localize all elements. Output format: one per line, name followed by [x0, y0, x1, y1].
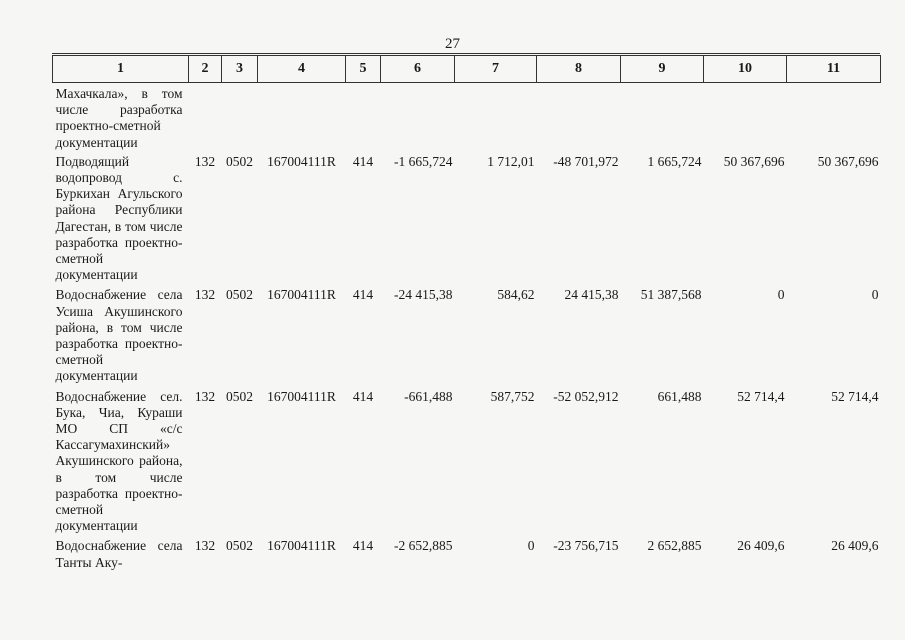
target-article-cell — [258, 83, 346, 151]
amount-cell: 661,488 — [657, 388, 702, 404]
amount-cell: 24 415,38 — [564, 287, 619, 303]
admin-code-cell: 132 — [194, 153, 216, 169]
top-rule — [52, 53, 880, 54]
amount-cell: 50 367,696 — [817, 153, 879, 169]
column-header: 1 — [53, 56, 189, 83]
amount-cell: 50 367,696 — [723, 153, 785, 169]
item-name-cell: Подводящий водопровод с. Буркихан Агульского района Республики Дагестан, в том числе разработка проектно-сметной документации — [55, 153, 183, 283]
target-article-cell: 167004111R — [267, 153, 336, 169]
amount-cell — [787, 83, 881, 151]
amount-cell: 1 712,01 — [487, 153, 535, 169]
expense-type-cell: 414 — [352, 538, 374, 554]
amount-cell: -1 665,724 — [394, 153, 453, 169]
amount-cell: 1 665,724 — [647, 153, 702, 169]
amount-cell: -48 701,972 — [553, 153, 619, 169]
target-article-cell: 167004111R — [267, 388, 336, 404]
amount-cell — [455, 83, 537, 151]
section-code-cell: 0502 — [226, 153, 253, 169]
admin-code-cell: 132 — [194, 287, 216, 303]
column-header: 2 — [189, 56, 222, 83]
amount-cell: -661,488 — [404, 388, 453, 404]
amount-cell: 51 387,568 — [640, 287, 702, 303]
header-row — [53, 56, 881, 83]
column-header: 11 — [787, 56, 881, 83]
admin-code-cell: 132 — [194, 388, 216, 404]
page-number: 27 — [445, 36, 460, 52]
amount-cell: 0 — [777, 287, 785, 303]
amount-cell: 2 652,885 — [647, 538, 702, 554]
budget-table — [52, 55, 881, 571]
expense-type-cell — [346, 83, 381, 151]
amount-cell — [704, 83, 787, 151]
amount-cell: -23 756,715 — [553, 538, 619, 554]
target-article-cell: 167004111R — [267, 538, 336, 554]
expense-type-cell: 414 — [352, 388, 374, 404]
amount-cell: 26 409,6 — [831, 538, 879, 554]
column-header: 8 — [537, 56, 621, 83]
amount-cell: 26 409,6 — [737, 538, 785, 554]
item-name-cell: Махачкала», в том числе разработка проектно-сметной документации — [55, 86, 183, 150]
column-header: 3 — [222, 56, 258, 83]
amount-cell: 0 — [527, 538, 535, 554]
admin-code-cell: 132 — [194, 538, 216, 554]
table-row — [53, 151, 881, 284]
table-row — [53, 385, 881, 535]
expense-type-cell: 414 — [352, 153, 374, 169]
section-code-cell: 0502 — [226, 287, 253, 303]
amount-cell: -52 052,912 — [553, 388, 619, 404]
table-row — [53, 83, 881, 151]
table-row — [53, 283, 881, 384]
target-article-cell: 167004111R — [267, 287, 336, 303]
amount-cell: 52 714,4 — [737, 388, 785, 404]
column-header: 7 — [455, 56, 537, 83]
amount-cell: 587,752 — [490, 388, 535, 404]
item-name-cell: Водоснабжение села Танты Аку- — [55, 538, 183, 570]
section-code-cell — [222, 83, 258, 151]
expense-type-cell: 414 — [352, 287, 374, 303]
amount-cell: 584,62 — [497, 287, 535, 303]
amount-cell: -24 415,38 — [394, 287, 453, 303]
amount-cell: 0 — [871, 287, 879, 303]
section-code-cell: 0502 — [226, 538, 253, 554]
column-header: 9 — [621, 56, 704, 83]
section-code-cell: 0502 — [226, 388, 253, 404]
amount-cell: -2 652,885 — [394, 538, 453, 554]
amount-cell — [381, 83, 455, 151]
column-header: 4 — [258, 56, 346, 83]
column-header: 5 — [346, 56, 381, 83]
table-row — [53, 534, 881, 570]
amount-cell — [621, 83, 704, 151]
amount-cell: 52 714,4 — [831, 388, 879, 404]
item-name-cell: Водоснабжение сел. Бука, Чиа, Кураши МО СП «с/с Кассагумахинский» Акушинского района, в том числе разработка проектно-сметной документации — [55, 388, 183, 534]
admin-code-cell — [189, 83, 222, 151]
amount-cell — [537, 83, 621, 151]
column-header: 6 — [381, 56, 455, 83]
item-name-cell: Водоснабжение села Усиша Акушинского района, в том числе разработка проектно-сметной документации — [55, 287, 183, 384]
column-header: 10 — [704, 56, 787, 83]
